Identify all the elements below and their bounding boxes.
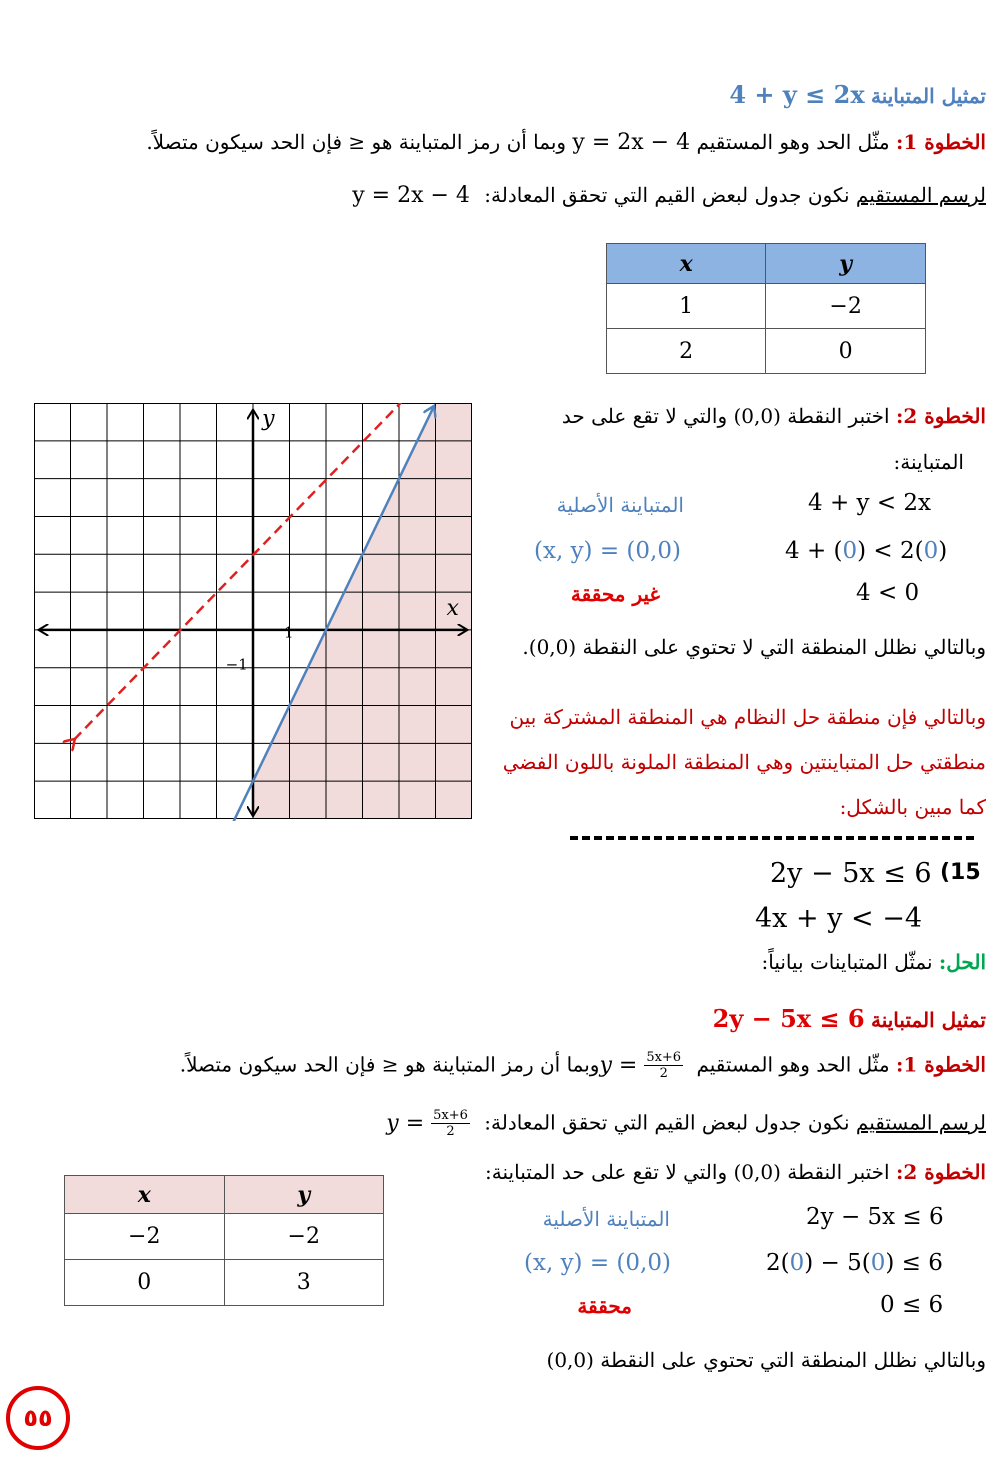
problem-number: (15 bbox=[940, 860, 981, 885]
section2-test-point: (x, y) = (0,0) bbox=[524, 1250, 671, 1276]
section-separator bbox=[570, 836, 974, 840]
sub-part: ) < 2( bbox=[857, 538, 924, 564]
section1-step2-text-a: اختبر النقطة (0,0) والتي لا تقع على حد bbox=[561, 404, 890, 428]
section1-step2 bbox=[562, 404, 986, 428]
table-header-x: x bbox=[65, 1176, 225, 1214]
section1-table-intro-rest: نكون جدول لبعض القيم التي تحقق المعادلة: bbox=[484, 183, 850, 207]
section2-values-table bbox=[64, 1175, 384, 1306]
section2-step2-text: اختبر النقطة (0,0) والتي لا تقع على حد المتباينة: bbox=[485, 1160, 890, 1184]
section1-result-label: غير محققة bbox=[570, 582, 660, 606]
section2-step1-text-a: مثّل الحد وهو المستقيم bbox=[696, 1052, 890, 1077]
section2-step1 bbox=[180, 1050, 986, 1081]
section1-step2-cont: المتباينة: bbox=[893, 450, 964, 474]
section1-table-intro bbox=[352, 183, 986, 208]
frac-numerator: 5x+6 bbox=[646, 1050, 682, 1065]
table-cell: 2 bbox=[607, 329, 766, 374]
section1-step1 bbox=[146, 130, 986, 155]
section1-table-intro-math: y = 2x − 4 bbox=[352, 183, 470, 208]
sub-zero: 0 bbox=[842, 538, 858, 564]
section1-table-intro-underlined: لرسم المستقيم bbox=[855, 183, 986, 207]
problem15-ineq1: 2y − 5x ≤ 6 bbox=[770, 858, 932, 889]
section2-table-intro-rest: نكون جدول لبعض القيم التي تحقق المعادلة: bbox=[484, 1110, 850, 1135]
problem15-ineq2: 4x + y < −4 bbox=[755, 903, 923, 934]
table-cell: 0 bbox=[766, 329, 926, 374]
system-note-line2: منطقتي حل المتباينتين وهي المنطقة الملونة باللون الفضي bbox=[502, 750, 986, 774]
y-axis-label: y bbox=[262, 406, 275, 432]
frac-denominator: 2 bbox=[659, 1066, 668, 1081]
section1-step1-label: الخطوة 1: bbox=[895, 130, 986, 154]
sub-part: ) bbox=[938, 538, 948, 564]
section2-title-math: 2y − 5x ≤ 6 bbox=[712, 1004, 865, 1033]
section1-values-table bbox=[606, 243, 926, 374]
section2-step1-label: الخطوة 1: bbox=[895, 1052, 986, 1077]
system-note-line3: كما مبين بالشكل: bbox=[839, 795, 986, 819]
sub-part: ) − 5( bbox=[804, 1250, 871, 1276]
sub-part: ) ≤ 6 bbox=[885, 1250, 943, 1276]
section2-conclusion: وبالتالي نظلل المنطقة التي تحتوي على النقطة (0,0) bbox=[546, 1348, 986, 1372]
section1-conclusion: وبالتالي نظلل المنطقة التي لا تحتوي على النقطة (0,0). bbox=[522, 635, 986, 659]
x-axis-label: x bbox=[446, 595, 459, 621]
sub-zero: 0 bbox=[870, 1250, 886, 1276]
section2-result-math: 0 ≤ 6 bbox=[880, 1292, 944, 1318]
system-note-line1: وبالتالي فإن منطقة حل النظام هي المنطقة المشتركة بين bbox=[509, 705, 986, 729]
section2-step2-label: الخطوة 2: bbox=[895, 1160, 986, 1184]
table-cell: −2 bbox=[65, 1214, 225, 1260]
table-cell: −2 bbox=[224, 1214, 384, 1260]
solution-text: نمثّل المتباينات بيانياً: bbox=[761, 950, 933, 974]
section1-title bbox=[729, 80, 986, 109]
table-cell: −2 bbox=[766, 284, 926, 329]
section2-title bbox=[713, 1004, 986, 1033]
section1-title-math: 4 + y ≤ 2x bbox=[729, 80, 865, 109]
table-header-x: x bbox=[607, 244, 766, 284]
y-tick-label: −1 bbox=[225, 655, 248, 674]
section2-step1-math: y = $\frac{5x+6}{2}$ bbox=[599, 1050, 682, 1081]
section1-test-point: (x, y) = (0,0) bbox=[534, 538, 681, 564]
table-cell: 0 bbox=[65, 1260, 225, 1306]
table-cell: 3 bbox=[224, 1260, 384, 1306]
section1-step2-label: الخطوة 2: bbox=[895, 404, 986, 428]
section2-title-text: تمثيل المتباينة bbox=[870, 1008, 986, 1032]
section1-step1-text-b: وبما أن رمز المتباينة هو ≤ فإن الحد سيكون متصلاً. bbox=[146, 130, 567, 154]
section1-test-label: المتباينة الأصلية bbox=[556, 493, 684, 517]
sub-zero: 0 bbox=[789, 1250, 805, 1276]
problem15-solution bbox=[761, 950, 986, 974]
page-number-badge: ٥٥ bbox=[6, 1386, 70, 1450]
solution-label: الحل: bbox=[938, 950, 986, 974]
section2-result-label: محققة bbox=[577, 1294, 632, 1318]
sub-part: 2( bbox=[766, 1250, 790, 1276]
section1-test-ineq: 4 + y < 2x bbox=[808, 490, 932, 516]
section1-step1-text-a: مثّل الحد وهو المستقيم bbox=[696, 130, 890, 154]
section2-table-intro-underlined: لرسم المستقيم bbox=[855, 1110, 986, 1135]
table-header-y: y bbox=[224, 1176, 384, 1214]
x-tick-label: 1 bbox=[284, 623, 294, 642]
frac-numerator: 5x+6 bbox=[433, 1108, 468, 1123]
section1-step1-math: y = 2x − 4 bbox=[572, 130, 691, 155]
sub-part: 4 + ( bbox=[785, 538, 843, 564]
section1-test-substitution bbox=[785, 538, 947, 564]
section2-step2 bbox=[485, 1160, 986, 1184]
frac-denominator: 2 bbox=[446, 1124, 455, 1139]
table-cell: 1 bbox=[607, 284, 766, 329]
section1-result-math: 4 < 0 bbox=[856, 580, 920, 606]
section2-test-label: المتباينة الأصلية bbox=[542, 1207, 670, 1231]
inequality-graph bbox=[34, 403, 474, 821]
section1-title-text: تمثيل المتباينة bbox=[870, 84, 986, 108]
section2-step1-text-b: وبما أن رمز المتباينة هو ≤ فإن الحد سيكون متصلاً. bbox=[179, 1052, 600, 1077]
sub-zero: 0 bbox=[923, 538, 939, 564]
section2-test-ineq: 2y − 5x ≤ 6 bbox=[806, 1204, 944, 1230]
section2-test-substitution bbox=[766, 1250, 943, 1276]
table-header-y: y bbox=[766, 244, 926, 284]
section2-table-intro-math: y = $\frac{5x+6}{2}$ bbox=[386, 1108, 468, 1139]
section2-table-intro bbox=[386, 1108, 986, 1139]
